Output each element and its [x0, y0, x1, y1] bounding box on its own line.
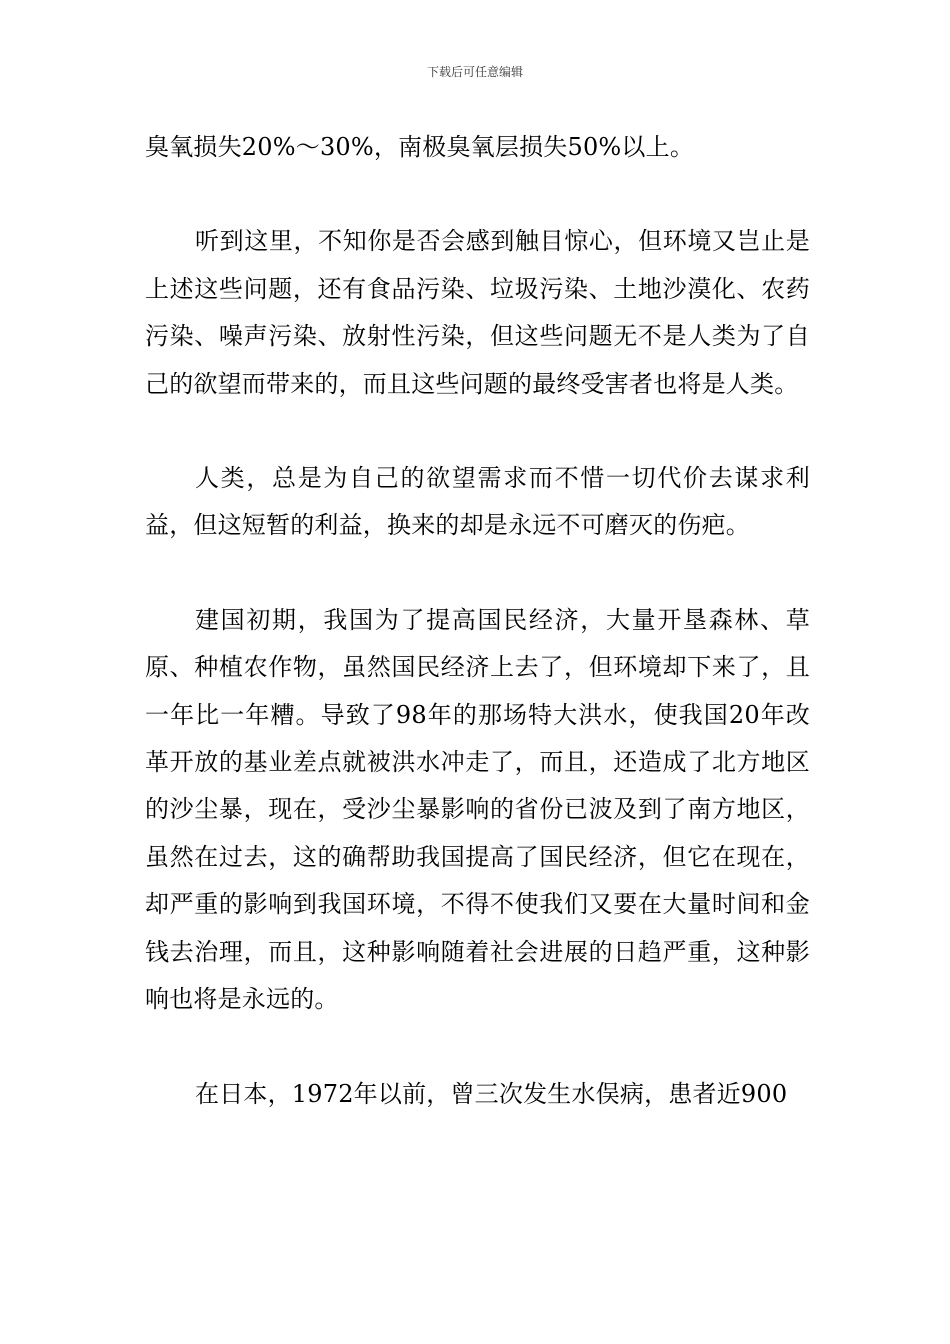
- page-header-note: 下载后可任意编辑: [426, 65, 523, 79]
- paragraph: 听到这里，不知你是否会感到触目惊心，但环境又岂止是上述这些问题，还有食品污染、垃圾污染、土地沙漠化、农药污染、噪声污染、放射性污染，但这些问题无不是人类为了自己的欲望而带来的，而且这些问题的最终受害者也将是人类。: [145, 227, 810, 398]
- paragraph-continuation: 臭氧损失20%～30%，南极臭氧层损失50%以上。: [145, 133, 695, 161]
- body-text: [145, 124, 810, 1118]
- paragraph: 建国初期，我国为了提高国民经济，大量开垦森林、草原、种植农作物，虽然国民经济上去了，但环境却下来了，且一年比一年糟。导致了98年的那场特大洪水，使我国20年改革开放的基业差点就被洪水冲走了，而且，还造成了北方地区的沙尘暴，现在，受沙尘暴影响的省份已波及到了南方地区，虽然在过去，这的确帮助我国提高了国民经济，但它在现在，却严重的影响到我国环境，不得不使我们又要在大量时间和金钱去治理，而且，这种影响随着社会进展的日趋严重，这种影响也将是永远的。: [145, 605, 810, 1014]
- paragraph: 在日本，1972年以前，曾三次发生水俣病，患者近900: [195, 1079, 788, 1108]
- paragraph: 人类，总是为自己的欲望需求而不惜一切代价去谋求利益，但这短暂的利益，换来的却是永远不可磨灭的伤疤。: [145, 464, 810, 540]
